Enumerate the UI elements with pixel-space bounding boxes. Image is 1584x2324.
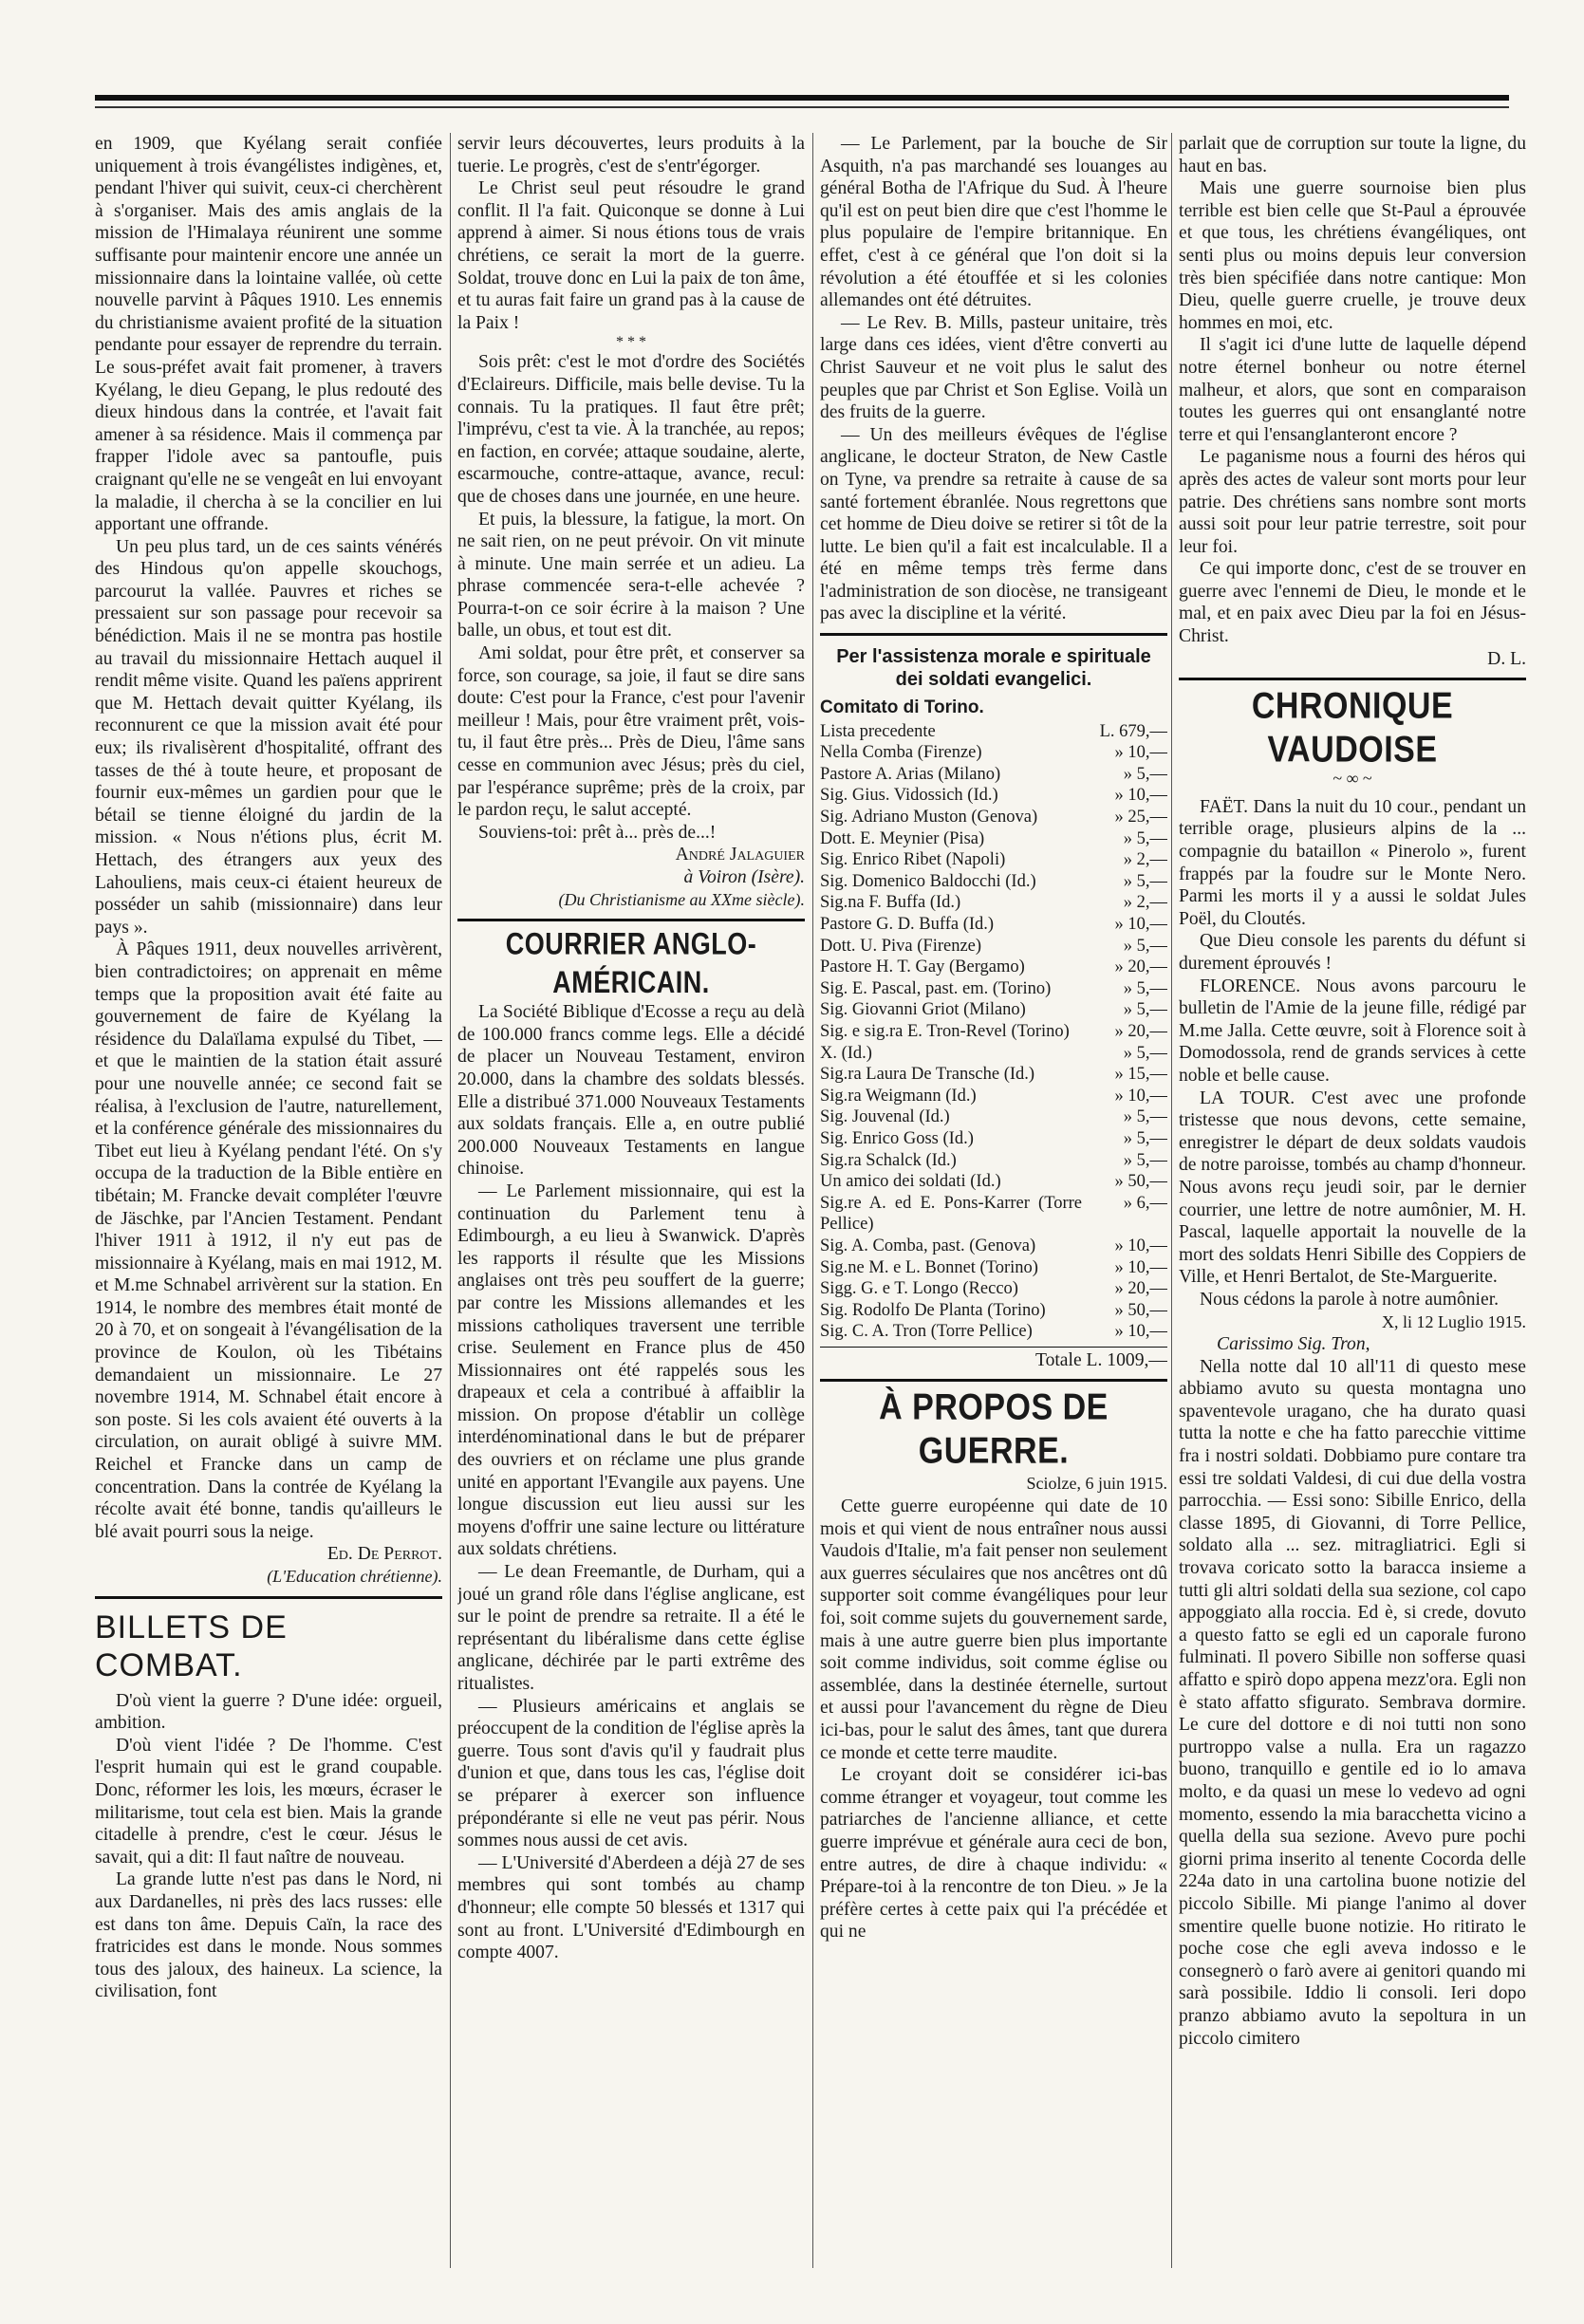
paragraph: parlait que de corruption sur toute la ligne, du haut en bas. [1179, 134, 1526, 177]
donation-row [820, 1278, 1167, 1300]
donation-amount: » 25,— [1114, 808, 1167, 827]
dateline: X, li 12 Luglio 1915. [1382, 1311, 1526, 1331]
donor-name: Pastore G. D. Buffa (Id.) [820, 915, 995, 934]
donor-name: Dott. E. Meynier (Pisa) [820, 828, 985, 848]
donation-box-title: Per l'assistenza morale e spirituale dei soldati evangelici. [836, 646, 1151, 691]
donor-name: Sig. Gius. Vidossich (Id.) [820, 786, 998, 806]
donation-row [820, 1171, 1167, 1193]
donation-amount: L. 679,— [1099, 721, 1167, 741]
source-note: (Du Christianisme au XXme siècle). [558, 889, 805, 909]
donation-amount: » 5,— [1123, 978, 1167, 998]
paragraph: Sois prêt: c'est le mot d'ordre des Sociétés d'Eclaireurs. Difficile, mais belle devise. Tu la connais. Tu la pratiques. Il faut être prêt; l'imprévu, c'est ta vie. À la tranchée, au repos; en faction, en corvée; attaque soudaine, alerte, escarmouche, contre-attaque, avance, recul: que de choses dans une journée, en une heure. [457, 352, 805, 507]
column-4 [1179, 133, 1526, 2268]
signature: Ed. De Perrot. [326, 1544, 442, 1565]
donation-row [820, 1021, 1167, 1043]
ornament-divider: ~ ∞ ~ [1332, 769, 1372, 789]
donor-name: Lista precedente [820, 721, 936, 741]
paragraph: La grande lutte n'est pas dans le Nord, ni aux Dardanelles, ni près des lacs russes: elle est dans ton âme. Depuis Caïn, la race des fratricides est dans le monde. Nous sommes tous des jaloux, des haineux. La science, la civilisation, font [95, 1869, 442, 2002]
donation-amount: » 5,— [1123, 1043, 1167, 1063]
committee-heading: Comitato di Torino. [820, 697, 984, 718]
paragraph: Ami soldat, pour être prêt, et conserver sa force, son courage, sa joie, il faut se dire sans doute: C'est pour la France, c'est pour l'avenir meilleur ! Mais, pour être vraiment prêt, vois-tu, il faut être près... Près de Dieu, l'âme sans cesse en communion avec Jésus; près du ciel, par l'espérance suprême; près de la croix, par le pardon reçu, le salut accepté. [457, 643, 805, 821]
salutation: Carissimo Sig. Tron, [1217, 1334, 1370, 1355]
paragraph: — Le Rev. B. Mills, pasteur unitaire, très large dans ces idées, vient d'être converti au Christ Sauveur et ne voit plus le salut des peuples que par Christ et Son Eglise. Voilà un des fruits de la guerre. [820, 312, 1167, 423]
donation-amount: » 50,— [1114, 1300, 1167, 1320]
donation-amount: » 20,— [1114, 1279, 1167, 1299]
donor-name: Sig.ra Laura De Transche (Id.) [820, 1065, 1035, 1085]
donation-row [820, 742, 1167, 764]
donation-amount: » 2,— [1123, 850, 1167, 870]
signature-place: à Voiron (Isère). [683, 867, 805, 887]
donor-name: Sig. Enrico Goss (Id.) [820, 1128, 974, 1148]
paragraph: — Le Parlement, par la bouche de Sir Asquith, n'a pas marchandé ses louanges au général Botha de l'Afrique du Sud. À l'heure qu'il est on peut bien dire que c'est l'homme le plus populaire de l'empire britannique. En effet, c'est à ce général que l'on doit si la révolution a été étouffée et si les colonies allemandes ont été détruites. [820, 134, 1167, 311]
donor-name: Sig. Rodolfo De Planta (Torino) [820, 1300, 1046, 1320]
paragraph: servir leurs découvertes, leurs produits à la tuerie. Le progrès, c'est de s'entr'égorger. [457, 134, 805, 177]
header-rule [95, 95, 1509, 101]
paragraph: FAËT. Dans la nuit du 10 cour., pendant un terrible orage, plusieurs alpins de la ... compagnie du bataillon « Pinerolo », furent frappés par la foudre sur le Monte Nero. Parmi les morts il y a aussi le soldat Jules Poël, du Cloutés. [1179, 796, 1526, 929]
donation-table [820, 721, 1167, 1343]
donation-amount: » 5,— [1123, 764, 1167, 784]
donation-row [820, 1128, 1167, 1150]
paragraph: D'où vient la guerre ? D'une idée: orgueil, ambition. [95, 1690, 442, 1734]
donation-amount: » 5,— [1123, 1107, 1167, 1127]
donor-name: Sig. A. Comba, past. (Genova) [820, 1236, 1036, 1255]
paragraph: À Pâques 1911, deux nouvelles arrivèrent, bien contradictoires; on apprenait en même temps que la proposition avait été faite au gouvernement de faire de Kyélang la résidence du Dalaïlama expulsé du Tibet, — et que le maintien de la station était assuré pour une nouvelle année; ce second fait se réalisa, à l'exclusion de l'autre, naturellement, et la conférence générale des missionnaires du Tibet eut lieu à Kyélang pendant l'été. On s'y occupa de la traduction de la Bible entière en tibétain; M. Francke devait compléter l'œuvre de Jäschke, par l'Ancien Testament. Pendant l'hiver 1911 à 1912, il n'y eut pas de missionnaire à Kyélang, mais en mai 1912, M. et M.me Schnabel arrivèrent sur la station. En 1914, le nombre des membres était monté de 20 à 70, et on songeait à l'évangélisation de la province de Koulon, où les Tibétains demandaient un missionnaire. Le 27 novembre 1914, M. Schnabel était encore à son poste. Si les cols avaient été ouverts à la circulation, on aurait obligé à suivre MM. Reichel et Francke dans un camp de concentration. Dans la contrée de Kyélang la récolte avait été bonne, tandis qu'ailleurs le blé avait pourri sous la neige. [95, 939, 442, 1542]
section-title-chronique: CHRONIQUE VAUDOISE [1251, 685, 1454, 772]
donor-name: Sig.na F. Buffa (Id.) [820, 893, 961, 913]
donation-row [820, 764, 1167, 786]
donation-amount: » 20,— [1114, 957, 1167, 977]
paragraph: Nous cédons la parole à notre aumônier. [1200, 1289, 1500, 1310]
paragraph: Le croyant doit se considérer ici-bas comme étranger et voyageur, tout comme les patriarches de l'ancienne alliance, et cette guerre imprévue et générale aura ceci de bon, entre autres, de dire à chaque individu: « Prépare-toi à la rencontre de ton Dieu. » Je la préfère certes à cette paix qui l'a précédée et qui ne [820, 1765, 1167, 1943]
donor-name: Sig. Adriano Muston (Genova) [820, 808, 1038, 827]
column-divider [812, 133, 813, 2268]
donor-name: Sig. Giovanni Griot (Milano) [820, 1000, 1026, 1020]
donation-amount: » 15,— [1114, 1065, 1167, 1085]
source-note: (L'Education chrétienne). [267, 1567, 442, 1586]
donor-name: Pastore A. Arias (Milano) [820, 764, 1001, 784]
donor-name: X. (Id.) [820, 1043, 872, 1063]
paragraph: — Le Parlement missionnaire, qui est la continuation du Parlement tenu à Edimbourgh, a eu lieu à Swanwick. D'après les rapports il résulte que les Missions anglaises ont très peu souffert de la guerre; par contre les Missions allemandes et les missions catholiques traversent une terrible crise. Seulement en France plus de 450 Missionnaires ont été rappelés sous les drapeaux et cela a contribué à affaiblir la mission. On propose d'établir un collège interdénominational dans le but de préparer des ouvriers et on réclame une plus grande unité en apportant l'Evangile aux payens. Une longue discussion eut lieu aussi sur les moyens d'offrir une saine lecture ou littérature aux soldats chrétiens. [457, 1181, 805, 1560]
donor-name: Pastore H. T. Gay (Bergamo) [820, 957, 1025, 977]
section-title-billets: BILLETS DE COMBAT. [95, 1608, 288, 1683]
paragraph: Le paganisme nous a fourni des héros qui après des actes de valeur sont morts pour leur patrie. Des chrétiens sans nombre sont morts aussi soit pour leur patrie terrestre, soit pour leur foi. [1179, 447, 1526, 557]
section-rule [1179, 678, 1526, 680]
donation-amount: » 5,— [1123, 828, 1167, 848]
donation-amount: » 10,— [1114, 786, 1167, 806]
donation-row [820, 936, 1167, 957]
donation-amount: » 5,— [1123, 871, 1167, 891]
donor-name: Sig.re A. ed E. Pons-Karrer (Torre Pellice) [820, 1193, 1082, 1235]
donation-amount: » 5,— [1123, 936, 1167, 956]
section-title-propos: À PROPOS DE GUERRE. [879, 1386, 1109, 1473]
donation-row [820, 721, 1167, 743]
donation-row [820, 1321, 1167, 1343]
paragraph: La Société Biblique d'Ecosse a reçu au delà de 100.000 francs comme legs. Elle a décidé de placer un Nouveau Testament, environ 20.000, dans la chambre des soldats blessés. Elle a distribué 371.000 Nouveaux Testaments aux soldats français. Elle a, en outre publié 200.000 Nouveaux Testaments en langue chinoise. [457, 1002, 805, 1180]
paragraph: Le Christ seul peut résoudre le grand conflit. Il l'a fait. Quiconque se donne à Lui apprend à aimer. Si nous étions tous de vrais chrétiens, ce serait la mort de la guerre. Soldat, trouve donc en Lui la paix de ton âme, et tu auras fait faire un grand pas à la cause de la Paix ! [457, 178, 805, 333]
donation-amount: » 50,— [1114, 1172, 1167, 1192]
donation-row [820, 914, 1167, 936]
donation-row [820, 978, 1167, 1000]
donation-total: Totale L. 1009,— [820, 1347, 1167, 1372]
signature: André Jalaguier [675, 845, 805, 865]
section-title-courrier: COURRIER ANGLO-AMÉRICAIN. [505, 926, 757, 1000]
donor-name: Un amico dei soldati (Id.) [820, 1172, 1001, 1192]
donor-name: Sig.ra Schalck (Id.) [820, 1150, 957, 1170]
column-2 [457, 133, 805, 2268]
section-rule [95, 1596, 442, 1599]
donation-row [820, 1300, 1167, 1322]
paragraph: Que Dieu console les parents du défunt si durement éprouvés ! [1179, 931, 1526, 974]
donation-amount: » 5,— [1123, 1000, 1167, 1020]
donor-name: Sig.ra Weigmann (Id.) [820, 1086, 977, 1106]
section-rule [820, 1379, 1167, 1382]
donation-amount: » 10,— [1114, 915, 1167, 934]
donation-row [820, 999, 1167, 1021]
donation-row [820, 1193, 1167, 1236]
column-divider [1171, 133, 1172, 2268]
column-3 [820, 133, 1167, 2268]
donation-row [820, 828, 1167, 850]
section-rule [820, 633, 1167, 636]
donation-row [820, 807, 1167, 828]
donation-amount: » 5,— [1123, 1128, 1167, 1148]
donor-name: Sig.ne M. e L. Bonnet (Torino) [820, 1257, 1038, 1277]
donor-name: Sig. e sig.ra E. Tron-Revel (Torino) [820, 1021, 1070, 1041]
donation-row [820, 1086, 1167, 1107]
donation-row [820, 1043, 1167, 1065]
donation-amount: » 10,— [1114, 1086, 1167, 1106]
column-divider [450, 133, 451, 2268]
donation-row [820, 1257, 1167, 1279]
column-1 [95, 133, 442, 2268]
dateline: Sciolze, 6 juin 1915. [1026, 1474, 1167, 1494]
paragraph: Mais une guerre sournoise bien plus terrible est bien celle que St-Paul a éprouvée et que tous, les chrétiens évangéliques, ont senti plus ou moins depuis leur conversion très bien spécifiée dans notre cantique: Mon Dieu, quelle guerre cruelle, je trouve deux hommes en moi, etc. [1179, 178, 1526, 333]
paragraph: — Le dean Freemantle, de Durham, qui a joué un grand rôle dans l'église anglicane, est sur le point de prendre sa retraite. Il a été le représentant du libéralisme dans cette église anglicane, déchirée par le parti extrême des ritualistes. [457, 1562, 805, 1694]
section-rule [457, 919, 805, 921]
paragraph: Cette guerre européenne qui date de 10 mois et qui vient de nous entraîner nous aussi Vaudois d'Italie, m'a fait penser non seulement aux guerres séculaires que nos ancêtres ont dû supporter soit comme évangéliques pour leur foi, soit comme sujets du gouvernement sarde, mais à une autre guerre bien plus importante soit comme individus, soit comme église ou assemblée, dans la destinée éternelle, surtout et aussi pour l'avancement du règne de Dieu ici-bas, pour le salut des âmes, tant que durera ce monde et cette terre maudite. [820, 1497, 1167, 1763]
paragraph: Nella notte dal 10 all'11 di questo mese abbiamo avuto su questa montagna uno spaventevole uragano, che ha durato quasi tutta la notte e che ha fatto parecchie vittime fra i nostri soldati. Dobbiamo pure contare tra essi tre soldati Valdesi, di cui due della vostra parrocchia. — Essi sono: Sibille Enrico, della classe 1895, di Giovanni, di Torre Pellice, soldato alla ... sez. mitragliatrici. Egli si trovava coricato sotto la baracca insieme a tutti gli altri soldati della sua sezione, col capo appoggiato alla roccia. Ed è, si crede, dovuto a questo fatto se egli ed un caporale furono fulminati. Il povero Sibille non sofferse quasi affatto e spirò dopo appena mezz'ora. Egli non è stato affatto sfigurato. Sembrava dormire. Le cure del dottore e di noi tutti non sono purtroppo valse a nulla. Era un ragazzo buono, tranquillo e gentile ed io lo amava molto, e da quasi un mese lo vedevo ad ogni momento, essendo la mia baracchetta vicino a quella della sua sezione. Avevo pure pochi giorni prima inserito al tenente Cocorda delle 224a dato in una cartolina buone notizie del piccolo Sibille. Mi piange l'animo al dover smentire quelle buone notizie. Ho ritirato le poche cose che egli aveva indosso e le consegnerò o farò avere ai genitori quando mi sarà possibile. Iddio li consoli. Ieri dopo pranzo abbiamo avuto la sepoltura in un piccolo cimitero [1179, 1356, 1526, 2049]
paragraph: FLORENCE. Nous avons parcouru le bulletin de l'Amie de la jeune fille, rédigé par M.me Jalla. Cette œuvre, soit à Florence soit à Domodossola, rend de grands services à cette noble et belle cause. [1179, 976, 1526, 1086]
donation-row [820, 785, 1167, 807]
donation-row [820, 957, 1167, 978]
paragraph: — Plusieurs américains et anglais se préoccupent de la condition de l'église après la guerre. Tous sont d'avis qu'il y faudrait plus d'union et que, dans tous les cas, l'église doit se préparer à exercer son influence prépondérante si elle ne veut pas périr. Nous sommes nous aussi de cet avis. [457, 1696, 805, 1851]
donor-name: Sig. Enrico Ribet (Napoli) [820, 850, 1006, 870]
signature: D. L. [1487, 648, 1526, 669]
paragraph: Souviens-toi: prêt à... près de...! [478, 822, 717, 843]
donor-name: Sig. Jouvenal (Id.) [820, 1107, 950, 1127]
paragraph: en 1909, que Kyélang serait confiée uniquement à trois évangélistes indigènes, et, pendant l'hiver qui suivit, ceux-ci cherchèrent à s'organiser. Mais des amis anglais de la mission de l'Himalaya réunirent une somme suffisante pour maintenir encore une année un missionnaire dans la lointaine vallée, où cette nouvelle parvint à Pâques 1910. Les ennemis du christianisme avaient profité de la situation pendante pour essayer de reprendre du terrain. Le sous-préfet avait fait promener, à travers Kyélang, le dieu Gepang, le plus redouté des dieux hindous dans la contrée, et l'avait fait amener à sa résidence. Mais il commença par frapper l'idole avec sa pantoufle, puis craignant qu'elle ne se vengeât en lui envoyant la maladie, il chercha à se la concilier en lui apportant une offrande. [95, 134, 442, 535]
donor-name: Sig. C. A. Tron (Torre Pellice) [820, 1322, 1033, 1342]
donation-row [820, 1064, 1167, 1086]
donation-row [820, 1150, 1167, 1172]
donor-name: Nella Comba (Firenze) [820, 743, 982, 763]
header-rule-thin [95, 106, 1509, 108]
donor-name: Dott. U. Piva (Firenze) [820, 936, 982, 956]
donation-row [820, 1236, 1167, 1257]
donation-amount: » 6,— [1123, 1193, 1167, 1213]
donation-row [820, 892, 1167, 914]
donation-amount: » 10,— [1114, 743, 1167, 763]
asterism: * * * [616, 334, 646, 351]
paragraph: Et puis, la blessure, la fatigue, la mort. On ne sait rien, on ne peut prévoir. On vit minute à minute. Une main serrée et un adieu. La phrase commencée sera-t-elle achevée ? Pourra-t-on ce soir écrire à la maison ? Une balle, un obus, et tout est dit. [457, 509, 805, 641]
donation-amount: » 5,— [1123, 1150, 1167, 1170]
paragraph: Ce qui importe donc, c'est de se trouver en guerre avec l'ennemi de Dieu, le monde et le mal, et en paix avec Dieu par la foi en Jésus-Christ. [1179, 559, 1526, 647]
donor-name: Sigg. G. e T. Longo (Recco) [820, 1279, 1018, 1299]
donor-name: Sig. E. Pascal, past. em. (Torino) [820, 978, 1052, 998]
paragraph: — L'Université d'Aberdeen a déjà 27 de ses membres qui sont tombés au champ d'honneur; elle compte 50 blessés et 1317 qui sont au front. L'Université d'Edimbourgh en compte 4007. [457, 1852, 805, 1963]
donation-row [820, 1106, 1167, 1128]
donation-row [820, 849, 1167, 871]
paragraph: LA TOUR. C'est avec une profonde tristesse que nous devons, cette semaine, enregistrer le départ de deux soldats vaudois de notre paroisse, tombés au champ d'honneur. Nous avons reçu jeudi soir, par le dernier courrier, une lettre de notre aumônier, M. H. Pascal, laquelle apportait la nouvelle de la mort des soldats Henri Sibille des Coppiers de Ville, et Henri Bertalot, de Ste-Marguerite. [1179, 1088, 1526, 1288]
donation-amount: » 20,— [1114, 1021, 1167, 1041]
paragraph: Il s'agit ici d'une lutte de laquelle dépend notre éternel bonheur ou notre éternel malheur, et alors, que sont en comparaison toutes les guerres qui ont ensanglanté notre terre et qui l'ensanglanteront encore ? [1179, 335, 1526, 445]
donation-amount: » 10,— [1114, 1322, 1167, 1342]
paragraph: Un peu plus tard, un de ces saints vénérés des Hindous qu'on appelle skouchogs, parcourut la vallée. Pauvres et riches se pressaient sur son passage pour recevoir sa bénédiction. Mais il ne se montra pas hostile au travail du missionnaire Hettach auquel il rendit même visite. Quand les païens apprirent que M. Hettach devait quitter Kyélang, ils reconnurent ce que la mission avait été pour eux; ils rivalisèrent d'hospitalité, offrant des tasses de thé à toute heure, et proposant de fournir eux-mêmes un gardien pour que le bétail se tienne éloigné du jardin de la mission. « Nous n'étions plus, écrit M. Hettach, des étrangers aux yeux des Lahouliens, mais ceux-ci étaient heureux de posséder un sahib (missionnaire) dans leur pays ». [95, 536, 442, 938]
paragraph: — Un des meilleurs évêques de l'église anglicane, le docteur Straton, de New Castle on Tyne, va prendre sa retraite à cause de sa santé fortement ébranlée. Nous regrettons que cet homme de Dieu doive se retirer si tôt de la lutte. Le bien qu'il a fait est incalculable. Il a été en même temps très ferme dans l'administration de son diocèse, ne transigeant pas avec la discipline et la vérité. [820, 424, 1167, 624]
donor-name: Sig. Domenico Baldocchi (Id.) [820, 871, 1036, 891]
donation-row [820, 871, 1167, 893]
donation-amount: » 10,— [1114, 1236, 1167, 1255]
donation-amount: » 10,— [1114, 1257, 1167, 1277]
donation-amount: » 2,— [1123, 893, 1167, 913]
paragraph: D'où vient l'idée ? De l'homme. C'est l'esprit humain qui est le grand coupable. Donc, réformer les lois, les mœurs, écraser le militarisme, tout cela est bien. Mais la grande citadelle à prendre, c'est le cœur. Jésus le savait, qui a dit: Il faut naître de nouveau. [95, 1735, 442, 1868]
